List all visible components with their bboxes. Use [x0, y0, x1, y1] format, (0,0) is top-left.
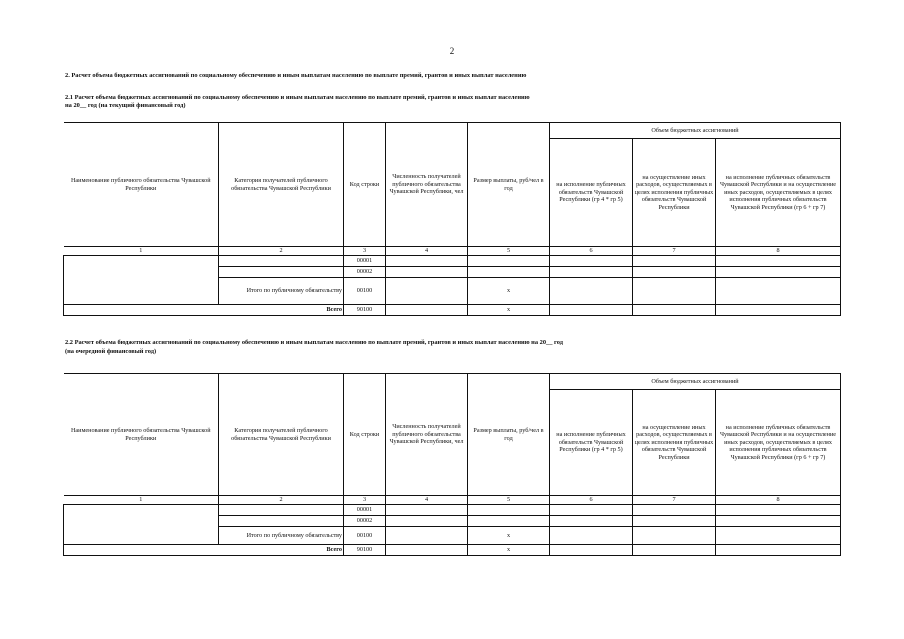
count-cell[interactable]: [386, 527, 468, 545]
col6-cell[interactable]: [550, 256, 633, 267]
column-number: 4: [386, 247, 468, 256]
column-number: 7: [633, 496, 716, 505]
category-cell[interactable]: [219, 256, 344, 267]
size-cell: х: [468, 527, 550, 545]
section-2-2-title-line2: (на очередной финансовый год): [65, 348, 157, 355]
col6-cell[interactable]: [550, 516, 633, 527]
table-row-total: [64, 305, 841, 316]
count-cell[interactable]: [386, 256, 468, 267]
row-code: 00001: [344, 505, 386, 516]
size-cell[interactable]: [468, 516, 550, 527]
obligation-name-cell[interactable]: [64, 256, 219, 305]
column-number: 1: [64, 496, 219, 505]
size-cell[interactable]: [468, 505, 550, 516]
row-code: 90100: [344, 545, 386, 556]
col6-cell[interactable]: [550, 545, 633, 556]
column-number: 4: [386, 496, 468, 505]
col8-cell[interactable]: [716, 305, 841, 316]
size-cell: х: [468, 545, 550, 556]
size-cell[interactable]: [468, 256, 550, 267]
header-recipient-category: Категория получателей публичного обязательства Чувашской Республики: [219, 374, 344, 496]
col8-cell[interactable]: [716, 267, 841, 278]
header-recipient-category: Категория получателей публичного обязательства Чувашской Республики: [219, 123, 344, 247]
col8-cell[interactable]: [716, 516, 841, 527]
col7-cell[interactable]: [633, 267, 716, 278]
header-payment-size: Размер выплаты, руб/чел в год: [468, 374, 550, 496]
column-number: 3: [344, 247, 386, 256]
header-recipients-count: Численность получателей публичного обязательства Чувашской Республики, чел: [386, 374, 468, 496]
column-number: 8: [716, 247, 841, 256]
col8-cell[interactable]: [716, 527, 841, 545]
table-row: [64, 256, 841, 267]
total-label: Всего: [64, 545, 344, 556]
section-2-2-title-line1: 2.2 Расчет объема бюджетных ассигнований по социальному обеспечению и иным выплатам населению по выплате премий, грантов и иных выплат населению на 20__ год: [65, 339, 564, 346]
count-cell[interactable]: [386, 278, 468, 305]
header-col-7: на осуществление иных расходов, осуществляемых в целях исполнения публичных обязательств Чувашской Республики: [633, 390, 716, 496]
count-cell[interactable]: [386, 505, 468, 516]
column-number: 6: [550, 247, 633, 256]
page-number: 2: [449, 46, 455, 56]
section-title: 2. Расчет объема бюджетных ассигнований по социальному обеспечению и иным выплатам населению по выплате премий, грантов и иных выплат населению: [65, 72, 527, 79]
header-obligation-name: Наименование публичного обязательства Чувашской Республики: [64, 123, 219, 247]
row-code: 00002: [344, 267, 386, 278]
col7-cell[interactable]: [633, 305, 716, 316]
column-number: 7: [633, 247, 716, 256]
header-row-code: Код строки: [344, 374, 386, 496]
col6-cell[interactable]: [550, 278, 633, 305]
col8-cell[interactable]: [716, 505, 841, 516]
column-number: 8: [716, 496, 841, 505]
budget-table-2-2: [63, 373, 841, 556]
col7-cell[interactable]: [633, 545, 716, 556]
subtotal-label: Итого по публичному обязательству: [219, 527, 344, 545]
column-number: 3: [344, 496, 386, 505]
size-cell: х: [468, 278, 550, 305]
count-cell[interactable]: [386, 516, 468, 527]
header-col-7: на осуществление иных расходов, осуществляемых в целях исполнения публичных обязательств Чувашской Республики: [633, 139, 716, 247]
header-col-8: на исполнение публичных обязательств Чувашской Республики и на осуществление иных расходов, осуществляемых в целях исполнения публичных обязательств Чувашской Республики (гр 6 + гр 7): [716, 139, 841, 247]
col8-cell[interactable]: [716, 256, 841, 267]
col7-cell[interactable]: [633, 256, 716, 267]
col6-cell[interactable]: [550, 527, 633, 545]
col8-cell[interactable]: [716, 278, 841, 305]
header-obligation-name: Наименование публичного обязательства Чувашской Республики: [64, 374, 219, 496]
column-number: 5: [468, 496, 550, 505]
col7-cell[interactable]: [633, 505, 716, 516]
header-payment-size: Размер выплаты, руб/чел в год: [468, 123, 550, 247]
row-code: 90100: [344, 305, 386, 316]
category-cell[interactable]: [219, 267, 344, 278]
subtotal-label: Итого по публичному обязательству: [219, 278, 344, 305]
column-number: 1: [64, 247, 219, 256]
header-col-6: на исполнение публичных обязательств Чувашской Республики (гр 4 * гр 5): [550, 139, 633, 247]
header-recipients-count: Численность получателей публичного обязательства Чувашской Республики, чел: [386, 123, 468, 247]
size-cell: х: [468, 305, 550, 316]
row-code: 00100: [344, 278, 386, 305]
obligation-name-cell[interactable]: [64, 505, 219, 545]
col8-cell[interactable]: [716, 545, 841, 556]
category-cell[interactable]: [219, 505, 344, 516]
column-number: 6: [550, 496, 633, 505]
header-row-code: Код строки: [344, 123, 386, 247]
col7-cell[interactable]: [633, 278, 716, 305]
table-row: [64, 505, 841, 516]
table-row-total: [64, 545, 841, 556]
column-number: 5: [468, 247, 550, 256]
col7-cell[interactable]: [633, 527, 716, 545]
row-code: 00100: [344, 527, 386, 545]
size-cell[interactable]: [468, 267, 550, 278]
section-2-1-title-line2: на 20__ год (на текущий финансовый год): [65, 102, 186, 109]
budget-table-2-1: [63, 122, 841, 316]
column-number: 2: [219, 247, 344, 256]
total-label: Всего: [64, 305, 344, 316]
col7-cell[interactable]: [633, 516, 716, 527]
col6-cell[interactable]: [550, 305, 633, 316]
count-cell[interactable]: [386, 267, 468, 278]
category-cell[interactable]: [219, 516, 344, 527]
col6-cell[interactable]: [550, 505, 633, 516]
column-number: 2: [219, 496, 344, 505]
header-budget-group: Объем бюджетных ассигнований: [550, 374, 841, 390]
col6-cell[interactable]: [550, 267, 633, 278]
header-col-6: на исполнение публичных обязательств Чувашской Республики (гр 4 * гр 5): [550, 390, 633, 496]
section-2-1-title-line1: 2.1 Расчет объема бюджетных ассигнований по социальному обеспечению и иным выплатам населению по выплате премий, грантов и иных выплат населению: [65, 94, 530, 101]
header-col-8: на исполнение публичных обязательств Чувашской Республики и на осуществление иных расходов, осуществляемых в целях исполнения публичных обязательств Чувашской Республики (гр 6 + гр 7): [716, 390, 841, 496]
count-cell[interactable]: [386, 305, 468, 316]
header-budget-group: Объем бюджетных ассигнований: [550, 123, 841, 139]
row-code: 00002: [344, 516, 386, 527]
row-code: 00001: [344, 256, 386, 267]
count-cell[interactable]: [386, 545, 468, 556]
